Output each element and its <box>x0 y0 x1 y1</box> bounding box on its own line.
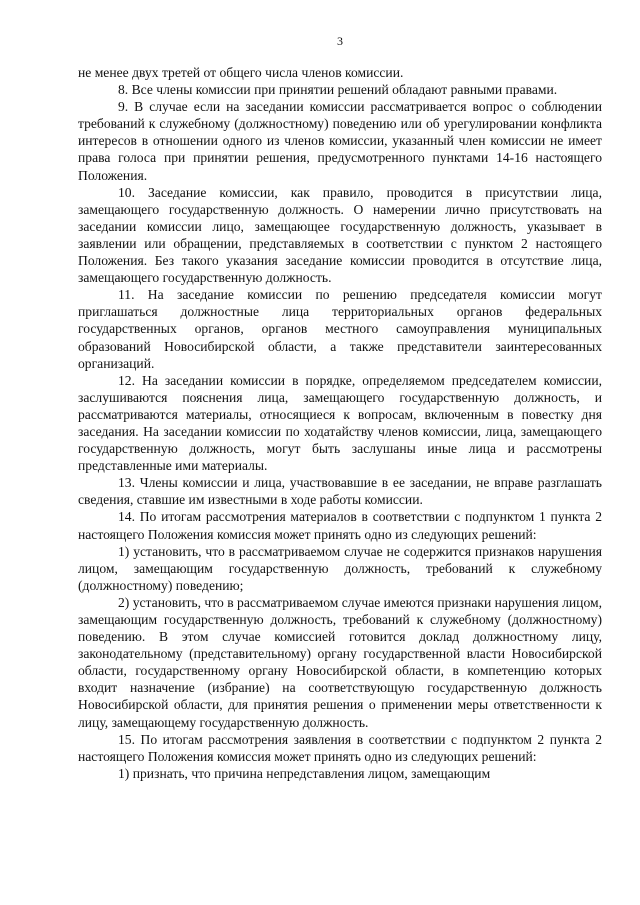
paragraph-item-9: 9. В случае если на заседании комиссии рассматривается вопрос о соблюдении требований к служебному (должностному) поведению или об урегулировании конфликта интересов в отношении одного из членов комиссии, указанный член комиссии не имеет права голоса при принятии решения, предусмотренного пунктами 14-16 настоящего Положения. <box>78 99 602 183</box>
paragraph-item-11: 11. На заседание комиссии по решению председателя комиссии могут приглашаться должностные лица территориальных органов федеральных государственных органов, органов местного самоуправления муниципальных образований Новосибирской области, а также представители заинтересованных организаций. <box>78 287 602 371</box>
paragraph-item-13: 13. Члены комиссии и лица, участвовавшие в ее заседании, не вправе разглашать сведения, ставшие им известными в ходе работы комиссии. <box>78 475 602 508</box>
paragraph-item-15: 15. По итогам рассмотрения заявления в соответствии с подпунктом 2 пункта 2 настоящего Положения комиссия может принять одно из следующих решений: <box>78 731 602 764</box>
paragraph-item-8: 8. Все члены комиссии при принятии решений обладают равными правами. <box>118 82 558 98</box>
paragraph-item-14-sub-1: 1) установить, что в рассматриваемом случае не содержится признаков нарушения лицом, замещающим государственную должность, требований к служебному (должностному) поведению; <box>78 543 602 593</box>
page-number: 3 <box>337 34 343 48</box>
paragraph-item-14-sub-2: 2) установить, что в рассматриваемом случае имеются признаки нарушения лицом, замещающим государственную должность, требований к служебному (должностному) поведению. В этом случае комиссией готовится доклад должностному лицу, законодательному (представительному) органу государственной власти Новосибирской области, государственному органу Новосибирской области, в компетенцию которых входит назначение (избрание) на соответствующую государственную должность Новосибирской области, для принятия решения о применении меры ответственности к лицу, замещающему государственную должность. <box>78 594 602 730</box>
paragraph-item-14: 14. По итогам рассмотрения материалов в соответствии с подпунктом 1 пункта 2 настоящего Положения комиссия может принять одно из следующих решений: <box>78 509 602 542</box>
paragraph-item-12: 12. На заседании комиссии в порядке, определяемом председателем комиссии, заслушиваются пояснения лица, замещающего государственную должность, и рассматриваются материалы, относящиеся к вопросам, включенным в повестку дня заседания. На заседании комиссии по ходатайству членов комиссии, лица, замещающего государственную должность, могут быть заслушаны иные лица и рассмотрены представленные ими материалы. <box>78 372 602 474</box>
paragraph-item-15-sub-1: 1) признать, что причина непредставления лицом, замещающим <box>118 765 491 781</box>
paragraph-continuation: не менее двух третей от общего числа членов комиссии. <box>78 65 404 80</box>
document-body <box>78 64 602 782</box>
paragraph-item-10: 10. Заседание комиссии, как правило, проводится в присутствии лица, замещающего государственную должность. О намерении лично присутствовать на заседании комиссии лицо, замещающее государственную должность, указывает в заявлении или обращении, представляемых в соответствии с пунктом 2 настоящего Положения. Без такого указания заседание комиссии проводится в отсутствие лица, замещающего государственную должность. <box>78 184 602 286</box>
